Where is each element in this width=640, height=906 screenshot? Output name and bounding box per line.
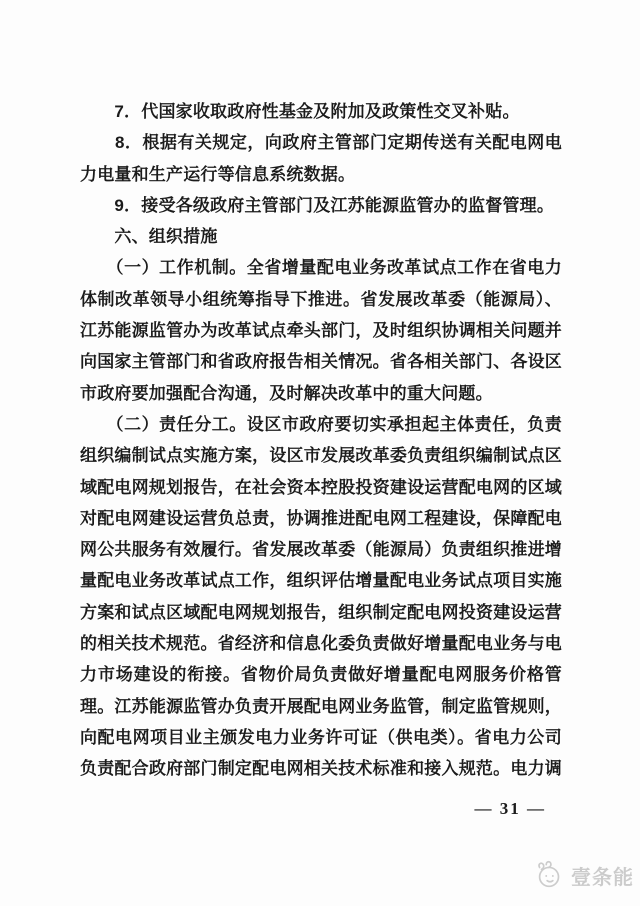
text-line: 向国家主管部门和省政府报告相关情况。省各相关部门、各设区 [80, 352, 562, 372]
text-line: 力电量和生产运行等信息系统数据。 [80, 164, 356, 184]
mascot-face-logo-icon [533, 858, 567, 892]
text-line: 7．代国家收取政府性基金及附加及政策性交叉补贴。 [80, 102, 520, 121]
text-line: 量配电业务改革试点工作，组织评估增量配电业务试点项目实施 [80, 571, 562, 591]
text-line: 向配电网项目业主颁发电力业务许可证（供电类）。省电力公司 [80, 727, 562, 747]
text-line: 体制改革领导小组统筹指导下推进。省发展改革委（能源局）、 [80, 289, 562, 309]
page-number: — 31 — [474, 799, 546, 818]
text-line: 市政府要加强配合沟通，及时解决改革中的重大问题。 [80, 383, 493, 403]
text-line: （二）责任分工。设区市政府要切实承担起主体责任，负责 [80, 414, 562, 434]
text-line: （一）工作机制。全省增量配电业务改革试点工作在省电力 [80, 258, 562, 278]
text-line: 江苏能源监管办为改革试点牵头部门，及时组织协调相关问题并 [80, 321, 562, 341]
watermark [533, 858, 634, 892]
text-line: 组织编制试点实施方案，设区市发展改革委负责组织编制试点区 [80, 446, 562, 466]
document-body [80, 96, 562, 785]
watermark-label: 壹条能 [571, 866, 634, 889]
text-line: 网公共服务有效履行。省发展改革委（能源局）负责组织推进增 [80, 540, 562, 560]
text-line: 对配电网建设运营负总责，协调推进配电网工程建设，保障配电 [80, 508, 562, 528]
text-line: 方案和试点区域配电网规划报告，组织制定配电网投资建设运营 [80, 602, 562, 622]
text-line: 力市场建设的衔接。省物价局负责做好增量配电网服务价格管 [80, 665, 562, 685]
text-line: 理。江苏能源监管办负责开展配电网业务监管，制定监管规则， [80, 696, 562, 716]
text-line: 9．接受各级政府主管部门及江苏能源监管办的监督管理。 [80, 195, 555, 215]
text-line: 8．根据有关规定，向政府主管部门定期传送有关配电网电 [80, 133, 562, 153]
text-line: 的相关技术规范。省经济和信息化委负责做好增量配电业务与电 [80, 634, 562, 654]
section-heading: 六、组织措施 [80, 227, 218, 247]
text-line: 域配电网规划报告，在社会资本控股投资建设运营配电网的区域 [80, 477, 562, 497]
text-line: 负责配合政府部门制定配电网相关技术标准和接入规范。电力调 [80, 759, 562, 779]
